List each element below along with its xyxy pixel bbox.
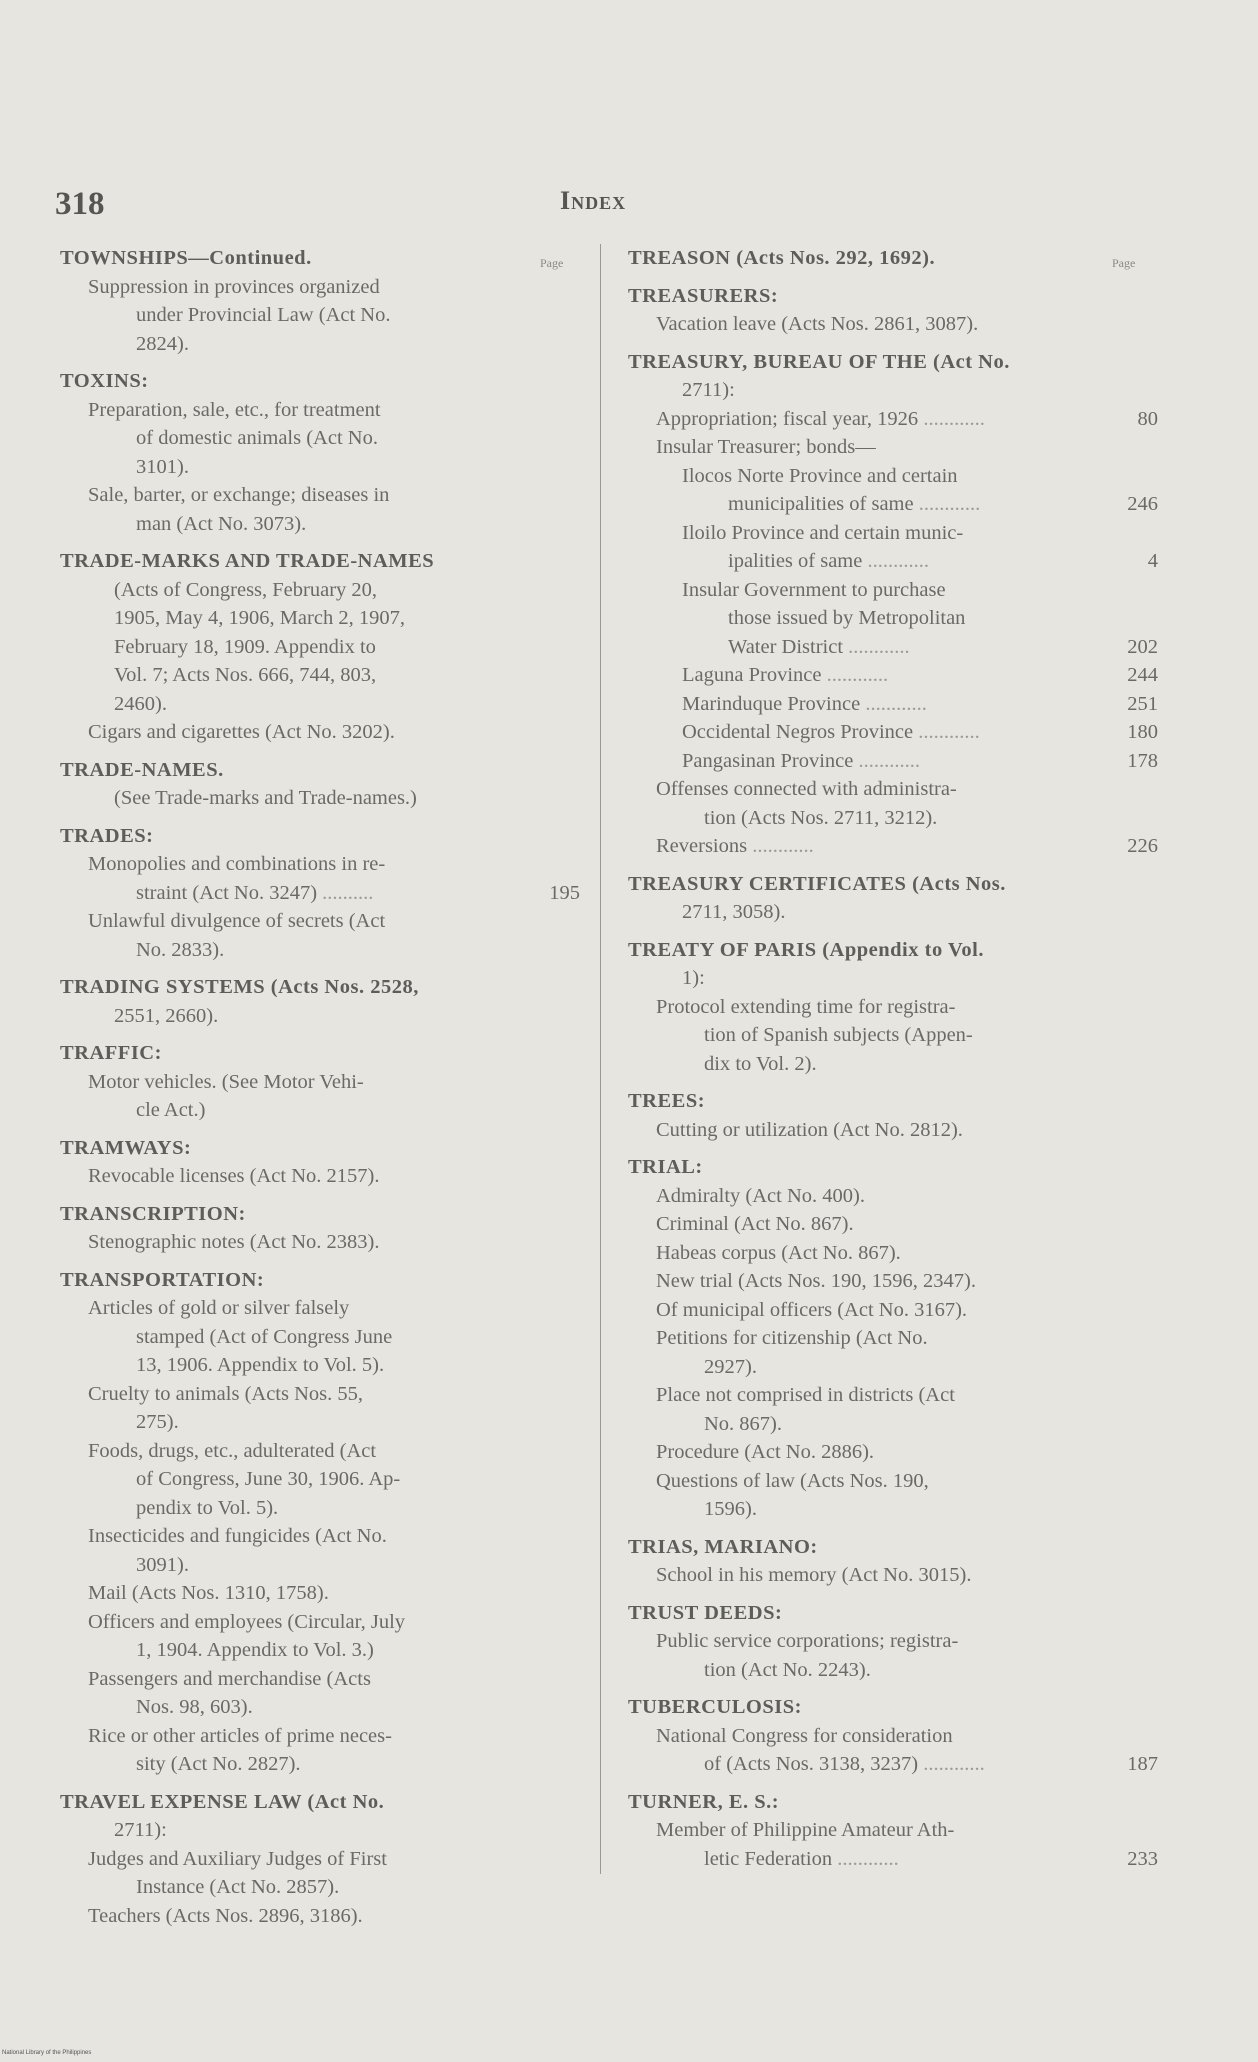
entry-text: TUBERCULOSIS: — [628, 1696, 802, 1718]
entry-text: Reversions — [656, 835, 748, 857]
entry-text: TRANSCRIPTION: — [60, 1202, 246, 1225]
entry-text: TREASURY CERTIFICATES (Acts Nos. — [628, 872, 1006, 895]
index-subentry — [628, 433, 1158, 462]
entry-text: Preparation, sale, etc., for treatment — [88, 398, 381, 421]
index-subentry — [628, 1353, 1158, 1382]
index-subentry — [60, 604, 580, 633]
index-subentry — [628, 1816, 1158, 1845]
entry-text: 2551, 2660). — [114, 1004, 219, 1027]
index-subentry — [628, 1438, 1158, 1467]
entry-text: Vol. 7; Acts Nos. 666, 744, 803, — [114, 664, 377, 686]
entry-text: No. 2833). — [136, 938, 225, 961]
entry-text: Pangasinan Province — [682, 749, 854, 772]
index-subentry — [628, 576, 1158, 605]
entry-text: Articles of gold or silver falsely — [88, 1297, 350, 1319]
entry-text: Member of Philippine Amateur Ath- — [656, 1819, 955, 1841]
index-subentry — [628, 1116, 1158, 1145]
entry-text: letic Federation — [704, 1847, 833, 1870]
entry-text: TRANSPORTATION: — [60, 1268, 265, 1291]
index-heading — [60, 1200, 580, 1229]
index-subentry — [60, 301, 580, 330]
entry-text: Mail (Acts Nos. 1310, 1758). — [88, 1582, 329, 1604]
index-subentry — [60, 1750, 580, 1779]
index-subentry — [628, 1210, 1158, 1239]
entry-text: TOWNSHIPS—Continued. — [60, 247, 312, 269]
entry-text: Offenses connected with administra- — [656, 778, 957, 800]
entry-text: TURNER, E. S.: — [628, 1790, 780, 1813]
index-subentry — [60, 1228, 580, 1257]
entry-text: Vacation leave (Acts Nos. 2861, 3087). — [656, 313, 979, 335]
entry-text: TRADES: — [60, 824, 154, 847]
index-subentry — [628, 1750, 1158, 1779]
entry-text: Monopolies and combinations in re- — [88, 853, 386, 875]
index-subentry — [60, 633, 580, 662]
index-subentry — [60, 661, 580, 690]
index-heading — [60, 756, 580, 785]
entry-text: National Congress for consideration — [656, 1724, 953, 1747]
entry-text: TRAFFIC: — [60, 1042, 162, 1064]
index-subentry — [628, 1296, 1158, 1325]
entry-text: TREASON (Acts Nos. 292, 1692). — [628, 247, 936, 269]
entry-text: Nos. 98, 603). — [136, 1696, 253, 1718]
index-subentry — [60, 1902, 580, 1931]
entry-text: New trial (Acts Nos. 190, 1596, 2347). — [656, 1270, 976, 1292]
entry-text: Motor vehicles. (See Motor Vehi- — [88, 1070, 364, 1093]
page-reference: 233 — [1127, 1847, 1158, 1870]
index-subentry — [628, 832, 1158, 861]
index-subentry — [60, 850, 580, 879]
page-reference: 187 — [1127, 1753, 1158, 1775]
entry-text: TREES: — [628, 1090, 706, 1112]
page-reference: 4 — [1147, 550, 1158, 572]
entry-text: Admiralty (Act No. 400). — [656, 1184, 865, 1207]
page-reference: 246 — [1127, 493, 1158, 515]
page-reference: 178 — [1127, 749, 1158, 772]
index-subentry — [60, 1162, 580, 1191]
index-subentry — [628, 633, 1158, 662]
entry-text: 1, 1904. Appendix to Vol. 3.) — [136, 1639, 374, 1661]
entry-text: Rice or other articles of prime neces- — [88, 1724, 392, 1747]
index-heading — [628, 1788, 1158, 1817]
index-subentry — [628, 1021, 1158, 1050]
entry-text: TREASURERS: — [628, 284, 779, 307]
index-subentry — [628, 1381, 1158, 1410]
index-subentry — [60, 1096, 580, 1125]
index-subentry — [628, 1561, 1158, 1590]
index-heading — [628, 936, 1158, 965]
index-subentry — [60, 690, 580, 719]
leader-dots: ............ — [918, 1753, 985, 1775]
index-subentry — [60, 718, 580, 747]
entry-text: under Provincial Law (Act No. — [136, 304, 391, 326]
index-subentry — [60, 1465, 580, 1494]
index-subentry — [628, 690, 1158, 719]
index-subentry — [60, 1636, 580, 1665]
index-subentry — [60, 1551, 580, 1580]
index-subentry — [60, 481, 580, 510]
entry-text: of Congress, June 30, 1906. Ap- — [136, 1468, 401, 1490]
entry-text: Procedure (Act No. 2886). — [656, 1441, 875, 1463]
index-subentry — [60, 1845, 580, 1874]
index-subentry — [628, 1627, 1158, 1656]
index-subentry — [60, 1494, 580, 1523]
index-subentry — [60, 1351, 580, 1380]
entry-text: Place not comprised in districts (Act — [656, 1384, 955, 1406]
index-subentry — [60, 1408, 580, 1437]
entry-text: Unlawful divulgence of secrets (Act — [88, 910, 386, 932]
entry-text: straint (Act No. 3247) — [136, 881, 318, 904]
entry-text: of domestic animals (Act No. — [136, 427, 378, 449]
page-column-label-left: Page — [540, 256, 564, 270]
index-heading — [60, 973, 580, 1002]
entry-text: TREASURY, BUREAU OF THE (Act No. — [628, 350, 1010, 373]
index-subentry — [60, 1323, 580, 1352]
index-subentry — [628, 310, 1158, 339]
entry-text: TRUST DEEDS: — [628, 1601, 783, 1624]
entry-text: Teachers (Acts Nos. 2896, 3186). — [88, 1904, 363, 1927]
leader-dots: ............ — [832, 1847, 899, 1870]
entry-text: sity (Act No. 2827). — [136, 1753, 301, 1775]
entry-text: Passengers and merchandise (Acts — [88, 1667, 371, 1690]
index-subentry — [60, 784, 580, 813]
index-subentry — [60, 1437, 580, 1466]
entry-text: (See Trade-marks and Trade-names.) — [114, 787, 417, 809]
index-subentry — [628, 519, 1158, 548]
entry-text: TRIAL: — [628, 1156, 703, 1178]
entry-text: Appropriation; fiscal year, 1926 — [656, 407, 919, 430]
entry-text: cle Act.) — [136, 1099, 206, 1121]
index-subentry — [60, 907, 580, 936]
leader-dots: ............ — [862, 550, 929, 572]
index-subentry — [60, 330, 580, 359]
index-heading — [628, 870, 1158, 899]
entry-text: 1596). — [704, 1498, 757, 1520]
entry-text: TRADE-NAMES. — [60, 758, 224, 781]
leader-dots: ............ — [860, 692, 927, 715]
entry-text: 2460). — [114, 692, 167, 715]
index-subentry — [628, 1324, 1158, 1353]
entry-text: 275). — [136, 1411, 179, 1433]
page-reference: 202 — [1127, 635, 1158, 658]
index-subentry — [628, 405, 1158, 434]
entry-text: February 18, 1909. Appendix to — [114, 635, 376, 658]
index-subentry — [628, 718, 1158, 747]
entry-text: TOXINS: — [60, 370, 149, 392]
entry-text: dix to Vol. 2). — [704, 1052, 817, 1075]
entry-text: stamped (Act of Congress June — [136, 1325, 393, 1348]
index-subentry — [60, 396, 580, 425]
entry-text: TRAVEL EXPENSE LAW (Act No. — [60, 1790, 385, 1813]
index-subentry — [60, 1722, 580, 1751]
entry-text: Marinduque Province — [682, 692, 861, 715]
column-divider — [600, 244, 601, 1874]
index-heading — [628, 1153, 1158, 1182]
entry-text: Criminal (Act No. 867). — [656, 1213, 854, 1235]
entry-text: tion (Act No. 2243). — [704, 1658, 871, 1681]
page-number: 318 — [55, 186, 105, 222]
entry-text: 1): — [682, 967, 705, 989]
entry-text: 3101). — [136, 455, 189, 478]
index-subentry — [60, 576, 580, 605]
entry-text: 13, 1906. Appendix to Vol. 5). — [136, 1354, 385, 1376]
index-subentry — [60, 936, 580, 965]
entry-text: TRADE-MARKS AND TRADE-NAMES — [60, 550, 435, 572]
entry-text: (Acts of Congress, February 20, — [114, 578, 378, 601]
entry-text: Cutting or utilization (Act No. 2812). — [656, 1118, 963, 1141]
index-subentry — [628, 804, 1158, 833]
leader-dots: .......... — [317, 881, 374, 904]
index-heading — [60, 547, 580, 576]
index-subentry — [60, 1380, 580, 1409]
page-column-label-right: Page — [1112, 256, 1136, 270]
index-subentry — [628, 898, 1158, 927]
leader-dots: ............ — [747, 835, 814, 857]
index-subentry — [628, 1722, 1158, 1751]
index-subentry — [628, 747, 1158, 776]
entry-text: Occidental Negros Province — [682, 721, 914, 743]
entry-text: Insular Treasurer; bonds— — [656, 436, 876, 458]
index-subentry — [60, 879, 580, 908]
index-heading — [628, 1693, 1158, 1722]
entry-text: 2927). — [704, 1355, 757, 1378]
entry-text: Judges and Auxiliary Judges of First — [88, 1847, 387, 1870]
index-subentry — [628, 775, 1158, 804]
index-subentry — [628, 1267, 1158, 1296]
entry-text: 1905, May 4, 1906, March 2, 1907, — [114, 607, 405, 629]
leader-dots: ............ — [843, 635, 910, 658]
entry-text: Officers and employees (Circular, July — [88, 1610, 406, 1633]
index-heading — [628, 1533, 1158, 1562]
index-subentry — [60, 1002, 580, 1031]
entry-text: 2711, 3058). — [682, 901, 786, 923]
page-reference: 80 — [1137, 407, 1158, 430]
entry-text: man (Act No. 3073). — [136, 512, 307, 535]
entry-text: Protocol extending time for registra- — [656, 995, 956, 1018]
page-reference: 180 — [1127, 721, 1158, 743]
index-heading — [60, 367, 580, 396]
index-heading — [60, 1788, 580, 1817]
footer-attribution: National Library of the Philippines — [2, 2050, 92, 2056]
index-subentry — [628, 993, 1158, 1022]
entry-text: Foods, drugs, etc., adulterated (Act — [88, 1439, 377, 1462]
index-subentry — [628, 1182, 1158, 1211]
leader-dots: ............ — [853, 749, 920, 772]
index-subentry — [628, 1410, 1158, 1439]
entry-text: Stenographic notes (Act No. 2383). — [88, 1231, 380, 1253]
entry-text: Cruelty to animals (Acts Nos. 55, — [88, 1382, 364, 1405]
index-column-right — [628, 244, 1158, 1873]
leader-dots: ............ — [918, 407, 985, 430]
entry-text: TRAMWAYS: — [60, 1136, 192, 1159]
index-subentry — [628, 964, 1158, 993]
index-subentry — [60, 1068, 580, 1097]
entry-text: ipalities of same — [728, 550, 863, 572]
entry-text: Of municipal officers (Act No. 3167). — [656, 1298, 968, 1321]
entry-text: Instance (Act No. 2857). — [136, 1876, 340, 1898]
entry-text: TRIAS, MARIANO: — [628, 1535, 818, 1558]
index-subentry — [60, 1579, 580, 1608]
index-subentry — [60, 1816, 580, 1845]
index-subentry — [628, 1050, 1158, 1079]
index-heading — [628, 348, 1158, 377]
index-heading — [60, 1134, 580, 1163]
index-subentry — [60, 1294, 580, 1323]
index-heading — [60, 1266, 580, 1295]
index-subentry — [628, 547, 1158, 576]
index-subentry — [60, 1665, 580, 1694]
index-subentry — [628, 604, 1158, 633]
entry-text: Water District — [728, 635, 844, 658]
entry-text: Iloilo Province and certain munic- — [682, 521, 964, 544]
entry-text: Ilocos Norte Province and certain — [682, 464, 958, 487]
leader-dots: ............ — [913, 493, 981, 515]
page-reference: 251 — [1127, 692, 1158, 715]
page-title: Index — [560, 186, 627, 215]
entry-text: municipalities of same — [728, 493, 914, 515]
entry-text: TREATY OF PARIS (Appendix to Vol. — [628, 938, 984, 961]
index-subentry — [60, 1873, 580, 1902]
entry-text: Sale, barter, or exchange; diseases in — [88, 484, 390, 506]
index-subentry — [628, 661, 1158, 690]
index-subentry — [628, 1467, 1158, 1496]
entry-text: tion (Acts Nos. 2711, 3212). — [704, 806, 938, 829]
entry-text: 2711): — [682, 379, 735, 401]
index-heading — [628, 1087, 1158, 1116]
entry-text: Laguna Province — [682, 664, 822, 686]
leader-dots: ............ — [913, 721, 980, 743]
entry-text: Insecticides and fungicides (Act No. — [88, 1525, 387, 1547]
entry-text: 2711): — [114, 1819, 167, 1841]
index-subentry — [60, 1608, 580, 1637]
index-heading — [60, 1039, 580, 1068]
entry-text: pendix to Vol. 5). — [136, 1496, 279, 1519]
index-heading — [628, 282, 1158, 311]
entry-text: Questions of law (Acts Nos. 190, — [656, 1469, 929, 1492]
entry-text: of (Acts Nos. 3138, 3237) — [704, 1753, 919, 1775]
index-heading — [60, 244, 580, 273]
page-reference: 244 — [1127, 664, 1158, 686]
index-subentry — [60, 1522, 580, 1551]
entry-text: Revocable licenses (Act No. 2157). — [88, 1165, 380, 1187]
entry-text: TRADING SYSTEMS (Acts Nos. 2528, — [60, 976, 419, 998]
page-reference: 226 — [1127, 835, 1158, 857]
index-subentry — [60, 1693, 580, 1722]
index-heading — [628, 244, 1158, 273]
index-subentry — [628, 1495, 1158, 1524]
leader-dots: ............ — [821, 664, 889, 686]
index-subentry — [628, 1239, 1158, 1268]
entry-text: Habeas corpus (Act No. 867). — [656, 1241, 901, 1264]
index-subentry — [60, 453, 580, 482]
index-column-left — [60, 244, 580, 1930]
entry-text: 3091). — [136, 1553, 189, 1576]
index-subentry — [628, 462, 1158, 491]
index-subentry — [628, 1845, 1158, 1874]
entry-text: Public service corporations; registra- — [656, 1630, 959, 1652]
index-subentry — [628, 376, 1158, 405]
entry-text: Cigars and cigarettes (Act No. 3202). — [88, 721, 395, 743]
index-subentry — [60, 510, 580, 539]
index-heading — [628, 1599, 1158, 1628]
entry-text: Insular Government to purchase — [682, 578, 946, 601]
index-heading — [60, 822, 580, 851]
entry-text: School in his memory (Act No. 3015). — [656, 1564, 972, 1586]
entry-text: those issued by Metropolitan — [728, 607, 966, 629]
index-subentry — [628, 490, 1158, 519]
entry-text: tion of Spanish subjects (Appen- — [704, 1024, 973, 1046]
entry-text: Suppression in provinces organized — [88, 275, 380, 298]
page-reference: 195 — [549, 881, 580, 904]
index-subentry — [628, 1656, 1158, 1685]
entry-text: No. 867). — [704, 1412, 783, 1435]
entry-text: Petitions for citizenship (Act No. — [656, 1327, 928, 1349]
index-subentry — [60, 424, 580, 453]
entry-text: 2824). — [136, 332, 189, 355]
index-subentry — [60, 273, 580, 302]
